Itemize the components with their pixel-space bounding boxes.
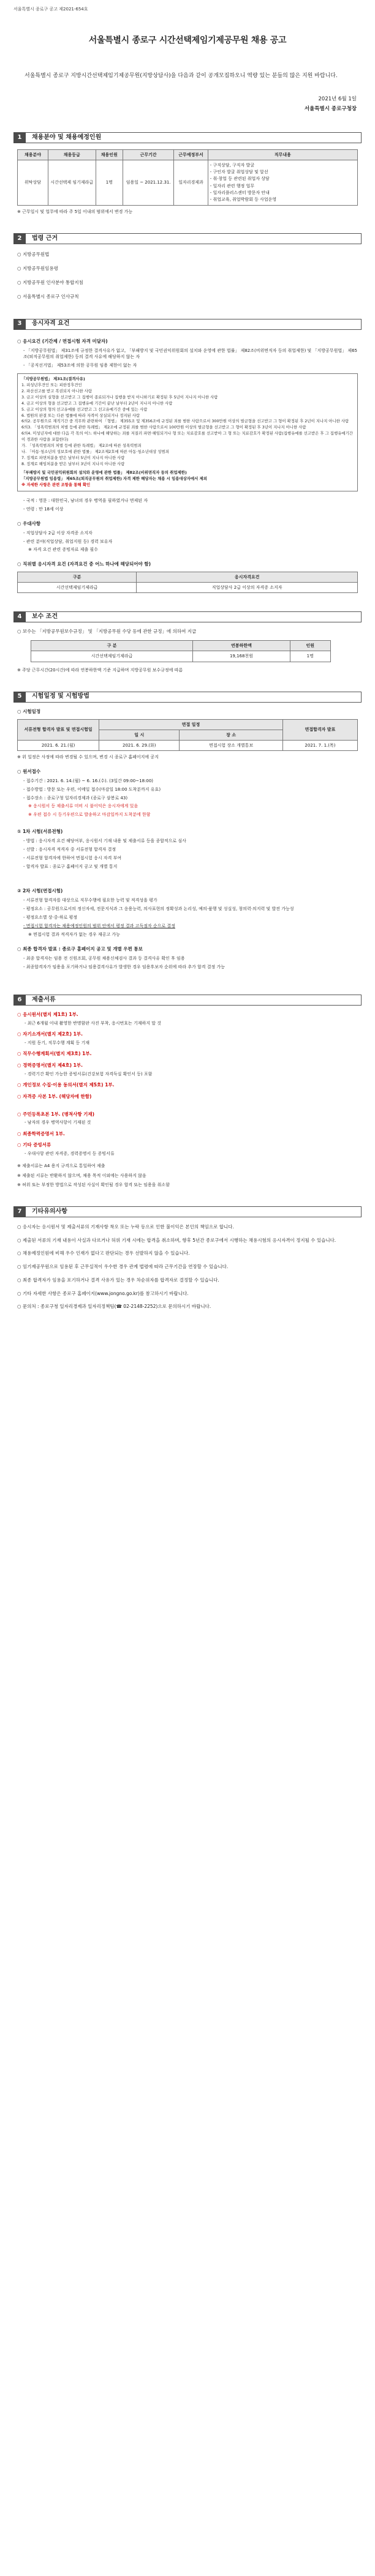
- document-title: ○ 응시원서(별지 제1호) 1부.: [17, 1011, 78, 1017]
- sub-heading: ② 2차 시험(면접시험): [17, 888, 63, 894]
- list-item: - 관련 분야(직업상담, 취업지원 등) 경력 보유자: [23, 539, 113, 544]
- list-item: - 평정요소 : 공무원으로서의 정신자세, 전문지식과 그 응용능력, 의사표현의 정확성과 논리성, 예의·품행 및 성실성, 창의력·의지력 및 발전 가능성: [23, 906, 294, 912]
- sub-heading: ○ 우대사항: [17, 520, 41, 526]
- table-cell: 시간선택제 임기제라급: [48, 160, 96, 205]
- notice-paragraph: ○ 최종 합격자가 임용을 포기하거나 결격 사유가 있는 경우 차순위자를 합격자로 결정할 수 있습니다.: [17, 1277, 219, 1283]
- table-cell: 시간선택제임기제라급: [18, 583, 137, 593]
- table-cell: 1명: [290, 651, 330, 662]
- document-item: [17, 1062, 358, 1077]
- sub-heading: ① 1차 시험(서류전형): [17, 828, 63, 834]
- box-line: 6의3. 「성폭력범죄의 처벌 등에 관한 특례법」 제2조에 규정된 죄를 범한 사람으로서 100만원 이상의 벌금형을 선고받고 그 형이 확정된 후 3년이 지나지 아니한 사람: [21, 425, 306, 430]
- notice-paragraph: ○ 문의처 : 종로구청 일자리경제과 일자리정책팀(☎ 02-2148-2252)으로 문의하시기 바랍니다.: [17, 1304, 211, 1310]
- list-item: ※ 면접시험 결과 적격자가 없는 경우 재공고 가능: [28, 931, 120, 937]
- page-title: 서울특별시 종로구 시간선택제임기제공무원 채용 공고: [88, 35, 287, 46]
- document-item: [17, 1082, 358, 1089]
- disqualification-box: [17, 373, 358, 491]
- section-salary: [13, 611, 362, 673]
- list-item: - 서류전형 합격자를 대상으로 직무수행에 필요한 능력 및 적격성을 평가: [23, 897, 157, 903]
- document-item: [17, 1051, 358, 1058]
- table-header: 채용인원: [96, 149, 123, 160]
- documents-note: ※ 제출된 서류는 반환하지 않으며, 채용 목적 이외에는 사용하지 않음: [17, 1173, 146, 1178]
- section-title: 법령 근거: [26, 233, 362, 244]
- document-desc: - 우대사항 관련 자격증, 경력증명서 등 증빙서류: [25, 1151, 115, 1157]
- list-item: ○ 지방공무원 인사분야 통합지침: [17, 279, 83, 285]
- announcement-date: 2021년 6월 1일: [318, 95, 357, 102]
- list-item: ※ 응시원서 등 제출서류 미비 시 불이익은 응시자에게 있음: [28, 804, 138, 809]
- section-number: 7: [13, 1206, 26, 1217]
- table-header: 근무예정부서: [174, 149, 208, 160]
- list-item: - 합격자 발표 : 종로구 홈페이지 공고 및 개별 통지: [23, 864, 118, 869]
- salary-table: [31, 640, 330, 662]
- list-item: - 접수방법 : 방문 또는 우편, 이메일 접수(마감일 18:00 도착분까지 유효): [23, 787, 161, 793]
- document-title: ○ 자기소개서(별지 제2호) 1부.: [17, 1031, 83, 1037]
- box-line: 가. 「성폭력범죄의 처벌 등에 관한 특례법」 제2조에 따른 성폭력범죄: [21, 443, 142, 449]
- section-title: 시험일정 및 시험방법: [26, 692, 362, 703]
- document-title: ○ 경력증명서(별지 제4호) 1부.: [17, 1062, 83, 1068]
- document-desc: - 최근 6개월 이내 촬영한 반명함판 사진 부착, 응시번호는 기재하지 말 것: [25, 1020, 162, 1026]
- document-item: [17, 1094, 358, 1100]
- sub-heading: ○ 최종 합격자 발표 : 종로구 홈페이지 공고 및 개별 우편 통보: [17, 946, 143, 952]
- box-footnote: 「지방공무원법 임용령」 제65조(퇴직공무원의 취업제한) 자격 제한 해당자는 채용 시 임용대상자에서 제외: [21, 476, 207, 481]
- table-header: 구 분: [31, 641, 193, 651]
- section-header: [13, 692, 362, 703]
- sub-heading: ○ 응시요건 (기간제 / 면접시험 자격 미달자): [17, 338, 108, 344]
- recruitment-note: ※ 근무일시 및 업무에 따라 주 5일 이내의 범위에서 변경 가능: [17, 209, 133, 215]
- document-desc: - 남자의 경우 병역사항이 기재된 것: [25, 1120, 91, 1126]
- document-title: ○ 최종학력증명서 1부.: [17, 1130, 65, 1137]
- section-title: 채용분야 및 채용예정인원: [26, 132, 362, 143]
- box-line: 6. 법원의 판결 또는 다른 법률에 따라 자격이 상실되거나 정지된 사람: [21, 413, 140, 418]
- table-header: 채용분야: [18, 149, 48, 160]
- list-item: - 방법 : 응시자격 요건 해당여부, 응시원서 기재 내용 및 제출서류 등을 종합적으로 심사: [23, 838, 186, 843]
- table-header: 장 소: [180, 730, 283, 740]
- table-header: 응시자격요건: [137, 572, 358, 583]
- box-line: 6의4. 미성년자에 대한 다음 각 목의 어느 하나에 해당하는 죄를 저질러 파면·해임되거나 형 또는 치료감호를 선고받아 그 형 또는 치료감호가 확정된 사람(집행유예를 선고받은 후 그 집행유예기간이 경과한 사람을 포함한다): [21, 431, 353, 442]
- section-header: [13, 233, 362, 244]
- list-item: - 서류전형 합격자에 한하여 면접시험 응시 자격 부여: [23, 855, 122, 861]
- box-line: 1. 피성년후견인 또는 피한정후견인: [21, 382, 82, 387]
- section-header: [13, 1206, 362, 1217]
- box-line: 7. 징계로 파면처분을 받은 날부터 5년이 지나지 아니한 사람: [21, 455, 125, 460]
- box-footnote: 「부패방지 및 국민권익위원회의 설치와 운영에 관한 법률」 제82조(비위면직자 등의 취업제한): [21, 469, 187, 475]
- table-header: 면접 일정: [99, 719, 283, 730]
- duty-item: 일자리 관련 행정 업무: [213, 183, 255, 189]
- table-cell: 1명: [96, 160, 123, 205]
- table-header: 인원: [290, 641, 330, 651]
- section-qualifications: [13, 319, 362, 594]
- section-header: [13, 132, 362, 143]
- notice-paragraph: ○ 기타 자세한 사항은 종로구 홈페이지(www.jongno.go.kr)를 참고하시기 바랍니다.: [17, 1290, 189, 1296]
- list-item: - 접수기간 : 2021. 6. 14.(월) ~ 6. 16.(수). (3일간 09:00~18:00): [23, 778, 154, 783]
- table-cell: 2021. 6. 21.(월): [18, 740, 99, 750]
- table-header: 구분: [18, 572, 137, 583]
- duty-item: 구인자 발굴 취업상담 및 알선: [213, 170, 268, 175]
- section-header: [13, 319, 362, 330]
- box-line: 6의2. 공무원으로 재직기간 중 직무와 관련하여 「형법」 제355조 및 제356조에 규정된 죄를 범한 사람으로서 300만원 이상의 벌금형을 선고받고 그 형이 확정된 후 2년이 지나지 아니한 사람: [21, 419, 349, 424]
- recruitment-table: [17, 149, 358, 206]
- box-line: 3. 금고 이상의 실형을 선고받고 그 집행이 종료되거나 집행을 받지 아니하기로 확정된 후 5년이 지나지 아니한 사람: [21, 394, 218, 400]
- issuer: 서울특별시 종로구청장: [304, 105, 357, 112]
- document-title: ○ 직무수행계획서(별지 제3호) 1부.: [17, 1050, 92, 1056]
- section-number: 1: [13, 132, 26, 143]
- box-line: 나. 「아동·청소년의 성보호에 관한 법률」 제2조제2호에 따른 아동·청소년대상 성범죄: [21, 449, 169, 455]
- table-row: [31, 651, 330, 662]
- document-item: [17, 1031, 358, 1046]
- duty-item: 취·창업 등 관련된 취업자 상담: [213, 176, 270, 182]
- sub-heading: ○ 원서접수: [17, 769, 41, 775]
- document-title: ○ 자격증 사본 1부. (해당자에 한함): [17, 1093, 92, 1099]
- table-cell: 면접시험 장소 개별통보: [180, 740, 283, 750]
- document-item: [17, 1012, 358, 1026]
- list-item: - 연령 : 만 18세 이상: [23, 506, 64, 512]
- list-item: - 접수장소 : 종로구청 일자리경제과 (종로구 삼봉로 43): [23, 796, 128, 801]
- table-header-row: [18, 572, 358, 583]
- table-header: 서류전형 합격자 발표 및 면접시험일: [18, 719, 99, 740]
- list-item: ○ 지방공무원임용령: [17, 266, 58, 272]
- section-documents: [13, 995, 362, 1188]
- duty-item: 취업교육, 취업박람회 등 사업운영: [213, 196, 277, 202]
- sub-heading: ○ 직위별 응시자격 요건 (자격요건 중 어느 하나에 해당되어야 함): [17, 561, 151, 567]
- list-item: - 「공직선거법」 제53조에 의한 공무원 임용 제한이 없는 자: [23, 362, 137, 368]
- box-line: 5. 금고 이상의 형의 선고유예를 선고받고 그 선고유예기간 중에 있는 사람: [21, 406, 148, 412]
- list-item: - 선발 : 응시자격 적격자 중 서류전형 합격자 결정: [23, 846, 116, 852]
- document-desc: - 지원 동기, 직무수행 계획 등 기재: [25, 1040, 90, 1045]
- document-item: [17, 1131, 358, 1138]
- box-footnote: ※ 자세한 사항은 관련 조항을 통해 확인: [21, 482, 91, 487]
- section-notes: [13, 1206, 362, 1311]
- table-header: 연봉하한액: [192, 641, 290, 651]
- document-item: [17, 1111, 358, 1126]
- duty-list: - 구직상담, 구직자 발굴 - 구인자 발굴 취업상담 및 알선 - 취·창업 등 관련된 취업자 상담 - 일자리 관련 행정 업무 - 일자리플러스센터 방문자 안내 - 취업교육, 취업박람회 등 사업운영: [208, 160, 357, 205]
- table-header: 일 시: [99, 730, 180, 740]
- section-number: 3: [13, 319, 26, 330]
- list-item: ※ 자격 요건 관련 증빙자료 제출 필수: [28, 547, 98, 553]
- table-header-row: [18, 719, 358, 730]
- table-header-row: [31, 641, 330, 651]
- notice-paragraph: ○ 제출된 서류의 기재 내용이 사실과 다르거나 허위 기재 시에는 합격을 취소하며, 향후 5년간 종로구에서 시행하는 채용시험의 응시자격이 정지될 수 있습니다.: [17, 1237, 336, 1243]
- section-header: [13, 611, 362, 622]
- qualification-table: [17, 572, 358, 593]
- box-line: 2. 파산선고를 받고 복권되지 아니한 사람: [21, 388, 93, 394]
- list-item: - 「지방공무원법」 제31조에 규정한 결격사유가 없고, 「부패방지 및 국민권익위원회의 설치와 운영에 관한 법률」 제82조(비위면직자 등의 취업제한) 및 「지방공무원법」 제65조(퇴직공무원의 취업제한) 등의 결격 사유에 해당하지 않는 자: [23, 348, 357, 359]
- table-header: 면접합격자 발표: [282, 719, 357, 740]
- intro-text: 서울특별시 종로구 지방시간선택제임기제공무원(지방상담사)을 다음과 같이 공개모집하오니 역량 있는 분들의 많은 지원 바랍니다.: [25, 73, 338, 80]
- notice-paragraph: ○ 응시자는 응시원서 및 제출서류의 기재사항 착오 또는 누락 등으로 인한 불이익은 본인의 책임으로 합니다.: [17, 1223, 234, 1230]
- list-item: ○ 서울특별시 종로구 인사규칙: [17, 293, 79, 299]
- section-legal-basis: [13, 233, 362, 301]
- section-number: 5: [13, 692, 26, 703]
- section-title: 제출서류: [26, 995, 362, 1006]
- document-desc: - 경력기간 확인 가능한 증빙서류(건강보험 자격득실 확인서 등) 포함: [25, 1071, 153, 1077]
- list-item: ※ 우편 접수 시 등기우편으로 발송하고 마감일까지 도착분에 한함: [28, 812, 151, 817]
- section-title: 기타유의사항: [26, 1206, 362, 1217]
- list-item: - 최종합격자가 임용을 포기하거나 임용결격사유가 발생한 경우 임용후보자 순위에 따라 추가 합격 결정 가능: [23, 964, 225, 969]
- section-title: 응시자격 요건: [26, 319, 362, 330]
- notice-paragraph: ○ 임기제공무원으로 임용된 후 근무실적이 우수한 경우 관계 법령에 따라 근무기간을 연장할 수 있습니다.: [17, 1264, 229, 1270]
- sub-heading: ○ 시험일정: [17, 708, 41, 714]
- section-number: 4: [13, 611, 26, 622]
- salary-intro: ○ 보수는 「지방공무원보수규정」 및 「지방공무원 수당 등에 관한 규정」에 의하여 지급: [17, 629, 197, 635]
- document-number: 서울특별시 종로구 공고 제2021-654호: [13, 7, 88, 12]
- section-title: 보수 조건: [26, 611, 362, 622]
- box-line: 8. 징계로 해임처분을 받은 날부터 3년이 지나지 아니한 사람: [21, 461, 125, 466]
- schedule-note: ※ 위 일정은 사정에 따라 변경될 수 있으며, 변경 시 종로구 홈페이지에 공지: [17, 754, 159, 760]
- section-number: 2: [13, 233, 26, 244]
- table-cell: 2021. 7. 1.(목): [282, 740, 357, 750]
- table-header: 직무내용: [208, 149, 357, 160]
- section-number: 6: [13, 995, 26, 1006]
- duty-item: 구직상담, 구직자 발굴: [213, 162, 255, 168]
- duty-item: 일자리플러스센터 방문자 안내: [213, 190, 270, 195]
- section-schedule: [13, 692, 362, 970]
- list-item: - 면접시험 합격자는 채용예정인원의 범위 안에서 평정 결과 고득점자 순으로 결정: [23, 924, 175, 929]
- section-recruitment: [13, 132, 362, 215]
- salary-note: ※ 주당 근무시간(20시간)에 따라 연봉하한액 기준 지급하며 지방공무원 보수규정에 따름: [17, 667, 183, 673]
- document-item: [17, 1142, 358, 1157]
- document-title: ○ 개인정보 수집·이용 동의서(별지 제5호) 1부.: [17, 1081, 115, 1088]
- box-line: 4. 금고 이상의 형을 선고받고 그 집행유예 기간이 끝난 날부터 2년이 지나지 아니한 사람: [21, 400, 173, 406]
- document-title: ○ 기타 증빙서류: [17, 1142, 51, 1148]
- table-cell: 임용일 ~ 2021.12.31.: [123, 160, 174, 205]
- section-header: [13, 995, 362, 1006]
- notice-paragraph: ○ 채용예정인원에 비해 우수 인재가 없다고 판단되는 경우 선발하지 않을 수 있습니다.: [17, 1250, 190, 1256]
- box-title: 「지방공무원법」 제31조(결격사유): [21, 376, 85, 382]
- documents-note: ※ 제출서류는 A4 용지 규격으로 통일하여 제출: [17, 1163, 105, 1169]
- list-item: - 최종 합격자는 임용 전 신원조회, 공무원 채용신체검사 결과 등 결격사유 확인 후 임용: [23, 955, 185, 961]
- table-cell: 일자리경제과: [174, 160, 208, 205]
- table-cell: 시간선택제임기제라급: [31, 651, 193, 662]
- table-row: [18, 160, 358, 205]
- documents-note: ※ 허위 또는 부정한 방법으로 작성된 사실이 확인될 경우 합격 또는 임용을 취소함: [17, 1182, 170, 1187]
- table-cell: 19,168천원: [192, 651, 290, 662]
- announcement-date-block: [13, 94, 357, 114]
- list-item: - 평정요소별 상·중·하로 평정: [23, 915, 78, 920]
- table-cell: 직업상담사 2급 이상의 자격증 소지자: [137, 583, 358, 593]
- schedule-table: [17, 719, 358, 751]
- table-cell: 위탁상담: [18, 160, 48, 205]
- document-title: ○ 주민등록초본 1부. (병적사항 기재): [17, 1111, 95, 1117]
- table-header: 채용등급: [48, 149, 96, 160]
- table-cell: 2021. 6. 29.(화): [99, 740, 180, 750]
- table-row: [18, 740, 358, 750]
- list-item: - 국적 : 영문 : 대한민국, 남녀의 경우 병역을 필하였거나 면제된 자: [23, 498, 148, 503]
- list-item: ○ 지방공무원법: [17, 252, 50, 258]
- table-row: [18, 583, 358, 593]
- table-header-row: [18, 149, 358, 160]
- table-header: 근무기간: [123, 149, 174, 160]
- list-item: - 직업상담사 2급 이상 자격증 소지자: [23, 530, 93, 536]
